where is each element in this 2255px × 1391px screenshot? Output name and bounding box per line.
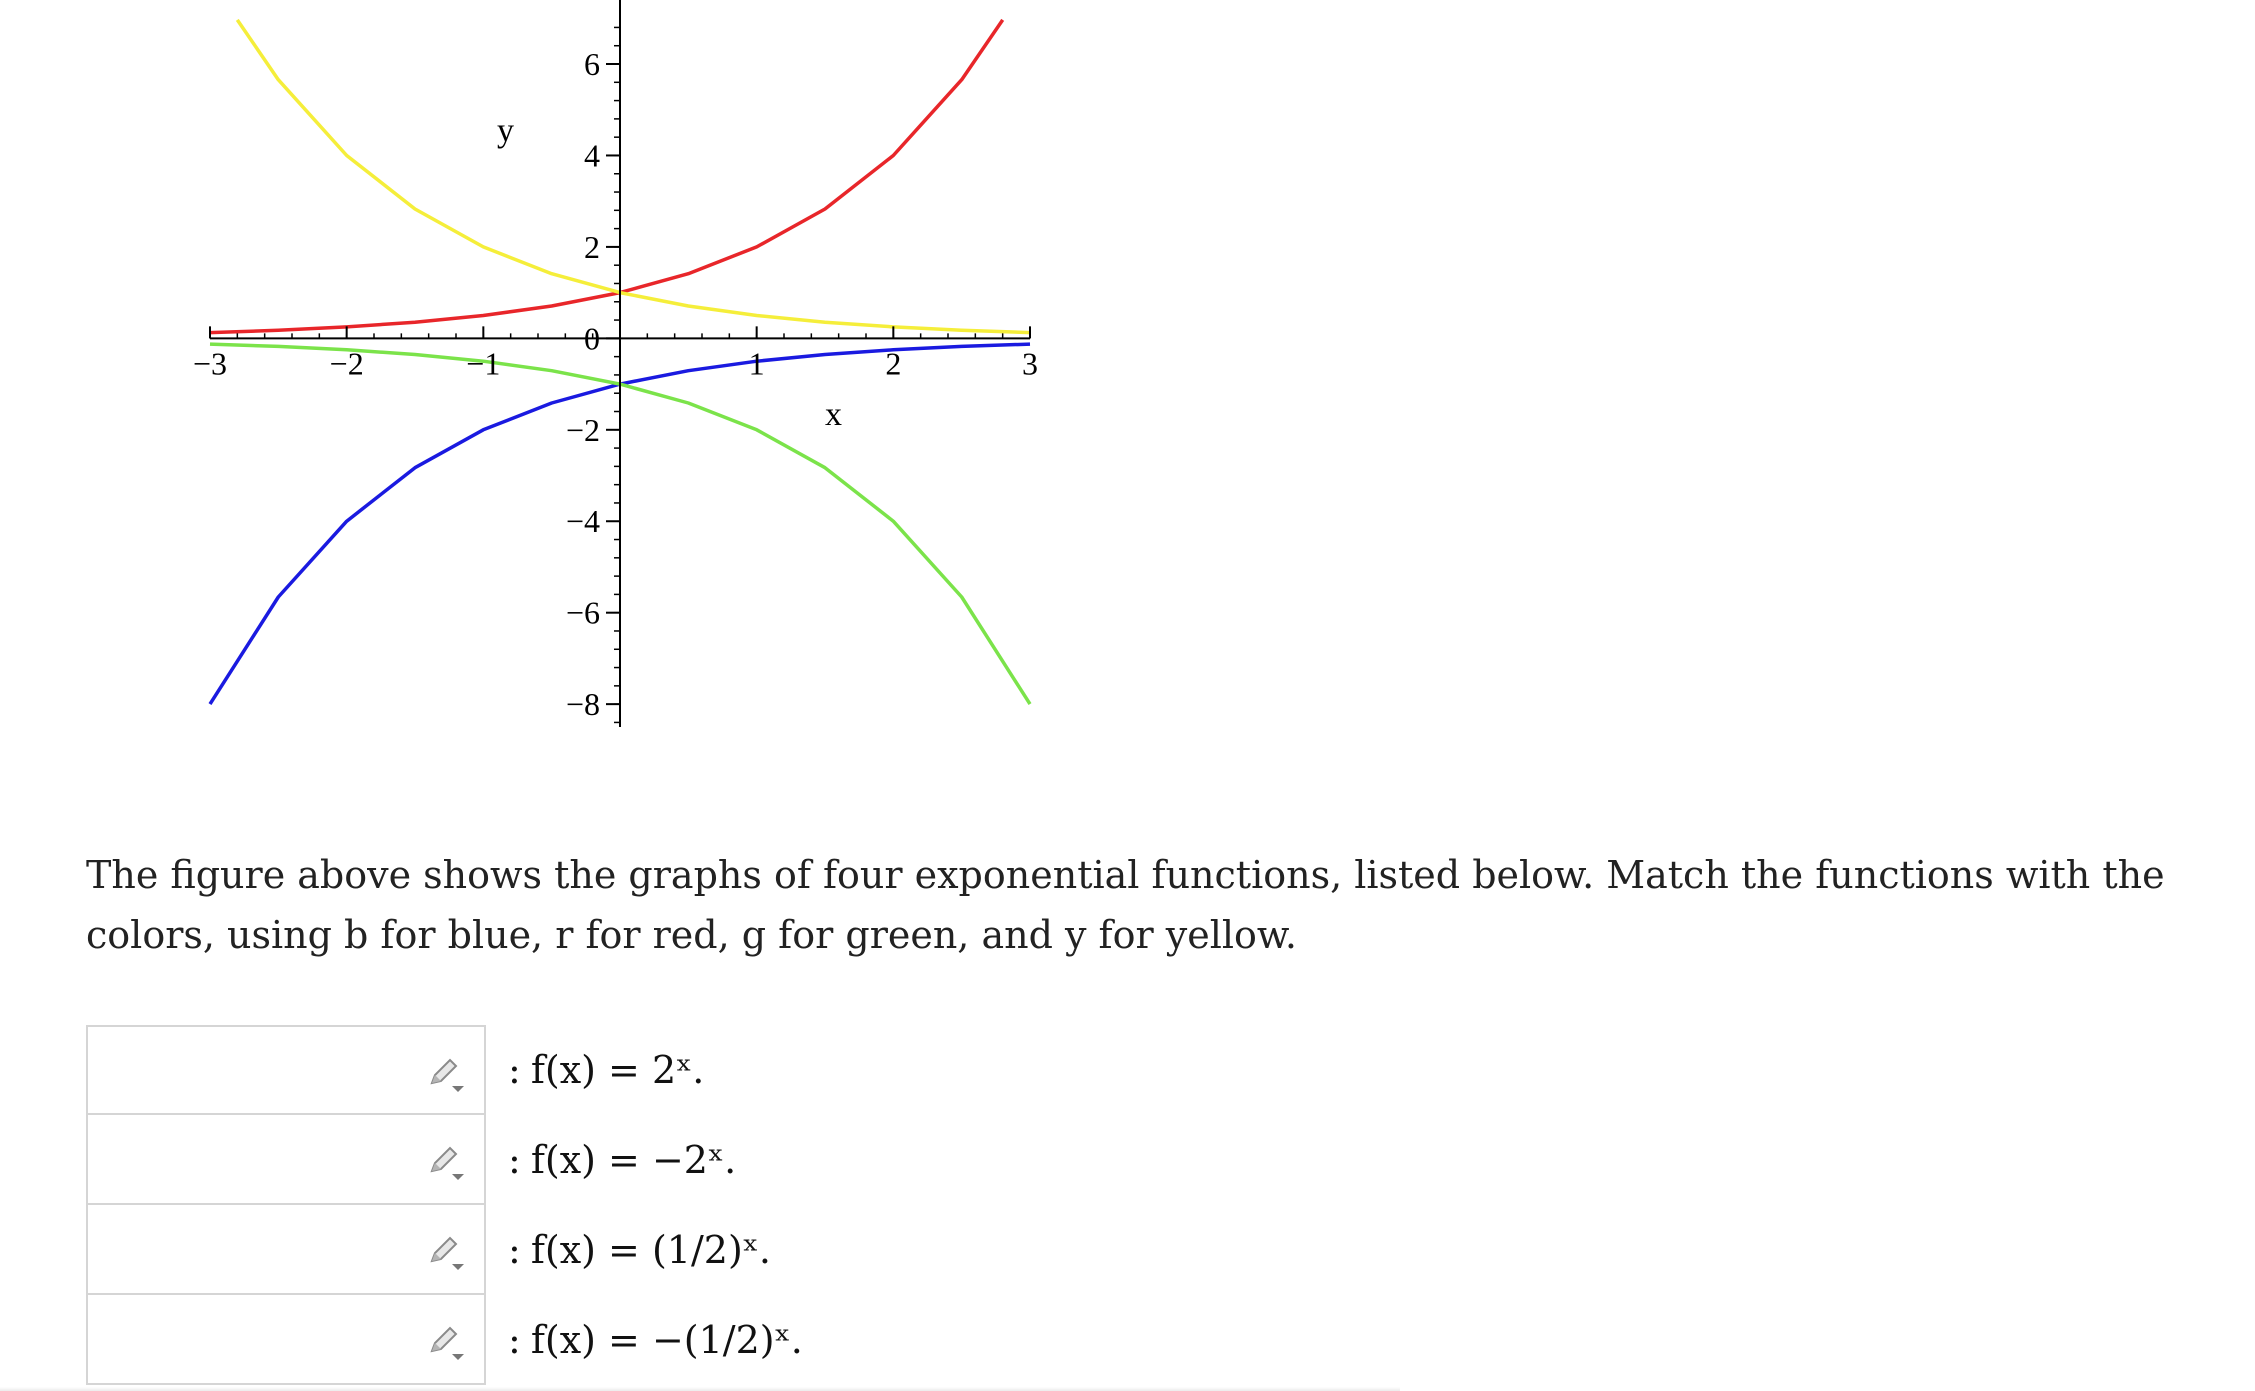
x-tick-label: 3 bbox=[1022, 345, 1038, 382]
answer-input[interactable] bbox=[94, 1033, 404, 1107]
question-prompt: The figure above shows the graphs of four exponential functions, listed below. Match the functions with the colors, using b for blue, r for red, g for green, and y for yellow. bbox=[86, 853, 2165, 957]
answer-list bbox=[86, 1025, 803, 1385]
y-tick-label: −4 bbox=[565, 503, 600, 540]
pencil-dropdown-icon[interactable] bbox=[426, 1053, 466, 1093]
answer-input[interactable] bbox=[94, 1301, 404, 1377]
formula-colon: : bbox=[508, 1048, 521, 1092]
bottom-edge-shadow bbox=[0, 1387, 1400, 1391]
answer-row bbox=[86, 1295, 803, 1385]
function-formula bbox=[508, 1228, 771, 1272]
function-formula bbox=[508, 1318, 803, 1362]
x-tick-label: −1 bbox=[466, 345, 501, 382]
answer-row bbox=[86, 1025, 803, 1115]
y-tick-label: −6 bbox=[565, 594, 600, 631]
formula-colon: : bbox=[508, 1138, 521, 1182]
answer-input-box[interactable] bbox=[86, 1295, 486, 1385]
pencil-dropdown-icon[interactable] bbox=[426, 1231, 466, 1271]
y-tick-label: −2 bbox=[565, 411, 600, 448]
answer-input-box[interactable] bbox=[86, 1025, 486, 1115]
y-tick-label: 2 bbox=[584, 228, 600, 265]
y-tick-label: 4 bbox=[584, 137, 600, 174]
x-axis-label: x bbox=[825, 396, 842, 434]
formula-colon: : bbox=[508, 1318, 521, 1362]
formula-text: f(x) = 2ˣ. bbox=[530, 1048, 705, 1092]
y-tick-label: 6 bbox=[584, 46, 600, 83]
series-curve-1 bbox=[210, 20, 1003, 333]
y-tick-label: 0 bbox=[584, 320, 600, 357]
answer-input[interactable] bbox=[94, 1121, 404, 1197]
x-tick-label: 1 bbox=[748, 345, 765, 382]
answer-input-box[interactable] bbox=[86, 1205, 486, 1295]
formula-colon: : bbox=[508, 1228, 521, 1272]
answer-input[interactable] bbox=[94, 1211, 404, 1287]
pencil-dropdown-icon[interactable] bbox=[426, 1141, 466, 1181]
function-formula bbox=[508, 1048, 704, 1092]
answer-input-box[interactable] bbox=[86, 1115, 486, 1205]
y-tick-label: −8 bbox=[565, 686, 600, 723]
answer-row bbox=[86, 1115, 803, 1205]
formula-text: f(x) = (1/2)ˣ. bbox=[530, 1228, 771, 1272]
x-tick-label: −3 bbox=[192, 345, 228, 382]
x-tick-label: −2 bbox=[329, 345, 364, 382]
y-axis-label: y bbox=[497, 112, 514, 150]
pencil-dropdown-icon[interactable] bbox=[426, 1321, 466, 1361]
formula-text: f(x) = −2ˣ. bbox=[530, 1138, 737, 1182]
exponential-functions-chart bbox=[0, 0, 1120, 740]
series-curve-4 bbox=[237, 20, 1030, 333]
function-formula bbox=[508, 1138, 736, 1182]
answer-row bbox=[86, 1205, 803, 1295]
x-tick-label: 2 bbox=[885, 345, 902, 382]
formula-text: f(x) = −(1/2)ˣ. bbox=[530, 1318, 803, 1362]
chart-axes bbox=[193, 0, 1038, 727]
